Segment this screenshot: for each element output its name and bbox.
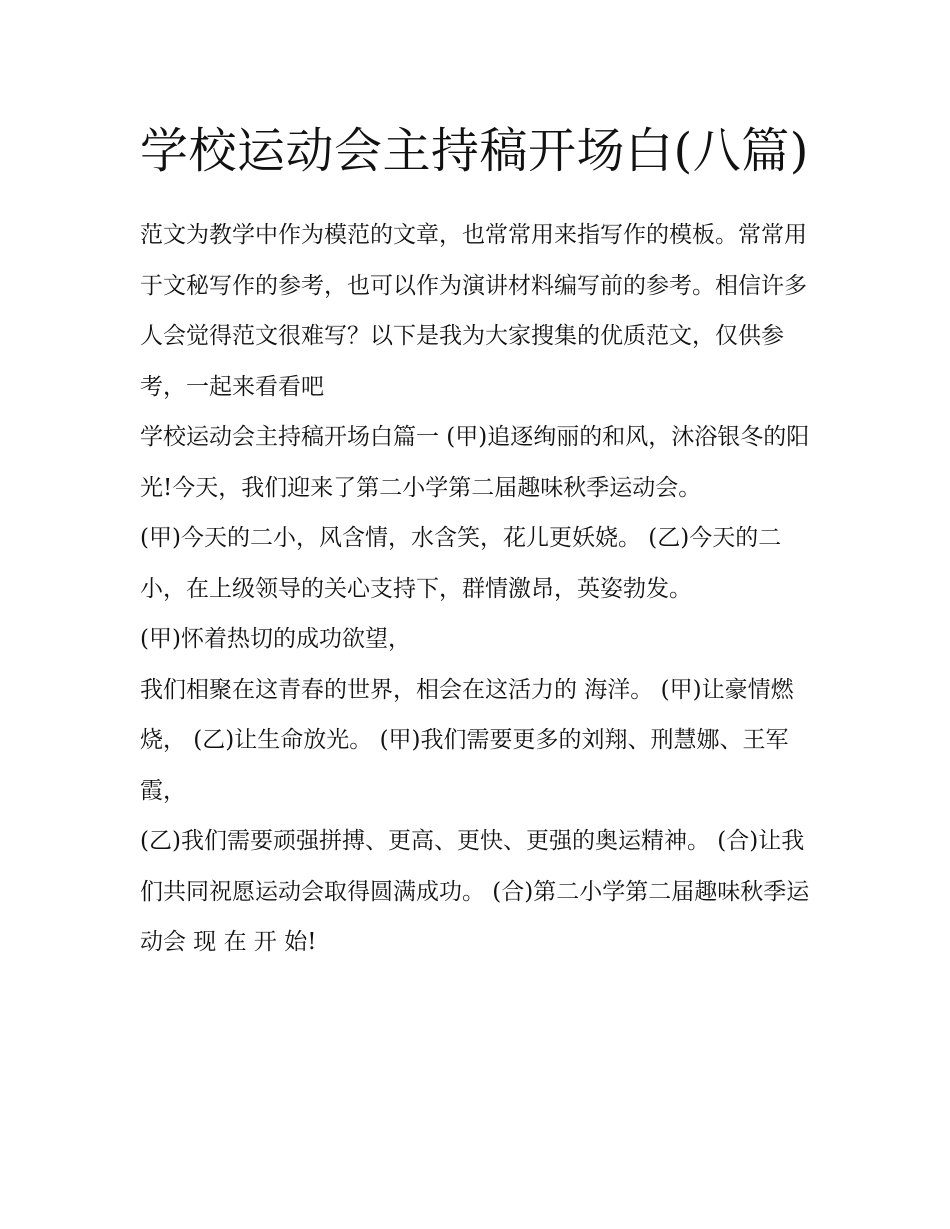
- document-body: [140, 210, 820, 968]
- paragraph-intro: 范文为教学中作为模范的文章，也常常用来指写作的模板。常常用于文秘写作的参考，也可以作为演讲材料编写前的参考。相信许多人会觉得范文很难写？以下是我为大家搜集的优质范文，仅供参考，一起来看看吧: [140, 222, 807, 400]
- paragraph-opening: 学校运动会主持稿开场白篇一 (甲)追逐绚丽的和风，沐浴银冬的阳光!今天，我们迎来了第二小学第二届趣味秋季运动会。: [140, 424, 810, 501]
- paragraph-today: (甲)今天的二小，风含情，水含笑，花儿更妖娆。 (乙)今天的二小，在上级领导的关心支持下，群情激昂，英姿勃发。: [140, 525, 782, 602]
- paragraph-desire: (甲)怀着热切的成功欲望，: [140, 626, 411, 652]
- paragraph-closing: (乙)我们需要顽强拼搏、更高、更快、更强的奥运精神。 (合)让我们共同祝愿运动会取得圆满成功。 (合)第二小学第二届趣味秋季运动会 现 在 开 始!: [140, 828, 810, 955]
- paragraph-gathering: 我们相聚在这青春的世界，相会在这活力的 海洋。 (甲)让豪情燃烧， (乙)让生命放光。 (甲)我们需要更多的刘翔、刑慧娜、王军霞，: [140, 676, 794, 804]
- document-page: [140, 112, 820, 968]
- document-title: 学校运动会主持稿开场白(八篇): [140, 123, 809, 179]
